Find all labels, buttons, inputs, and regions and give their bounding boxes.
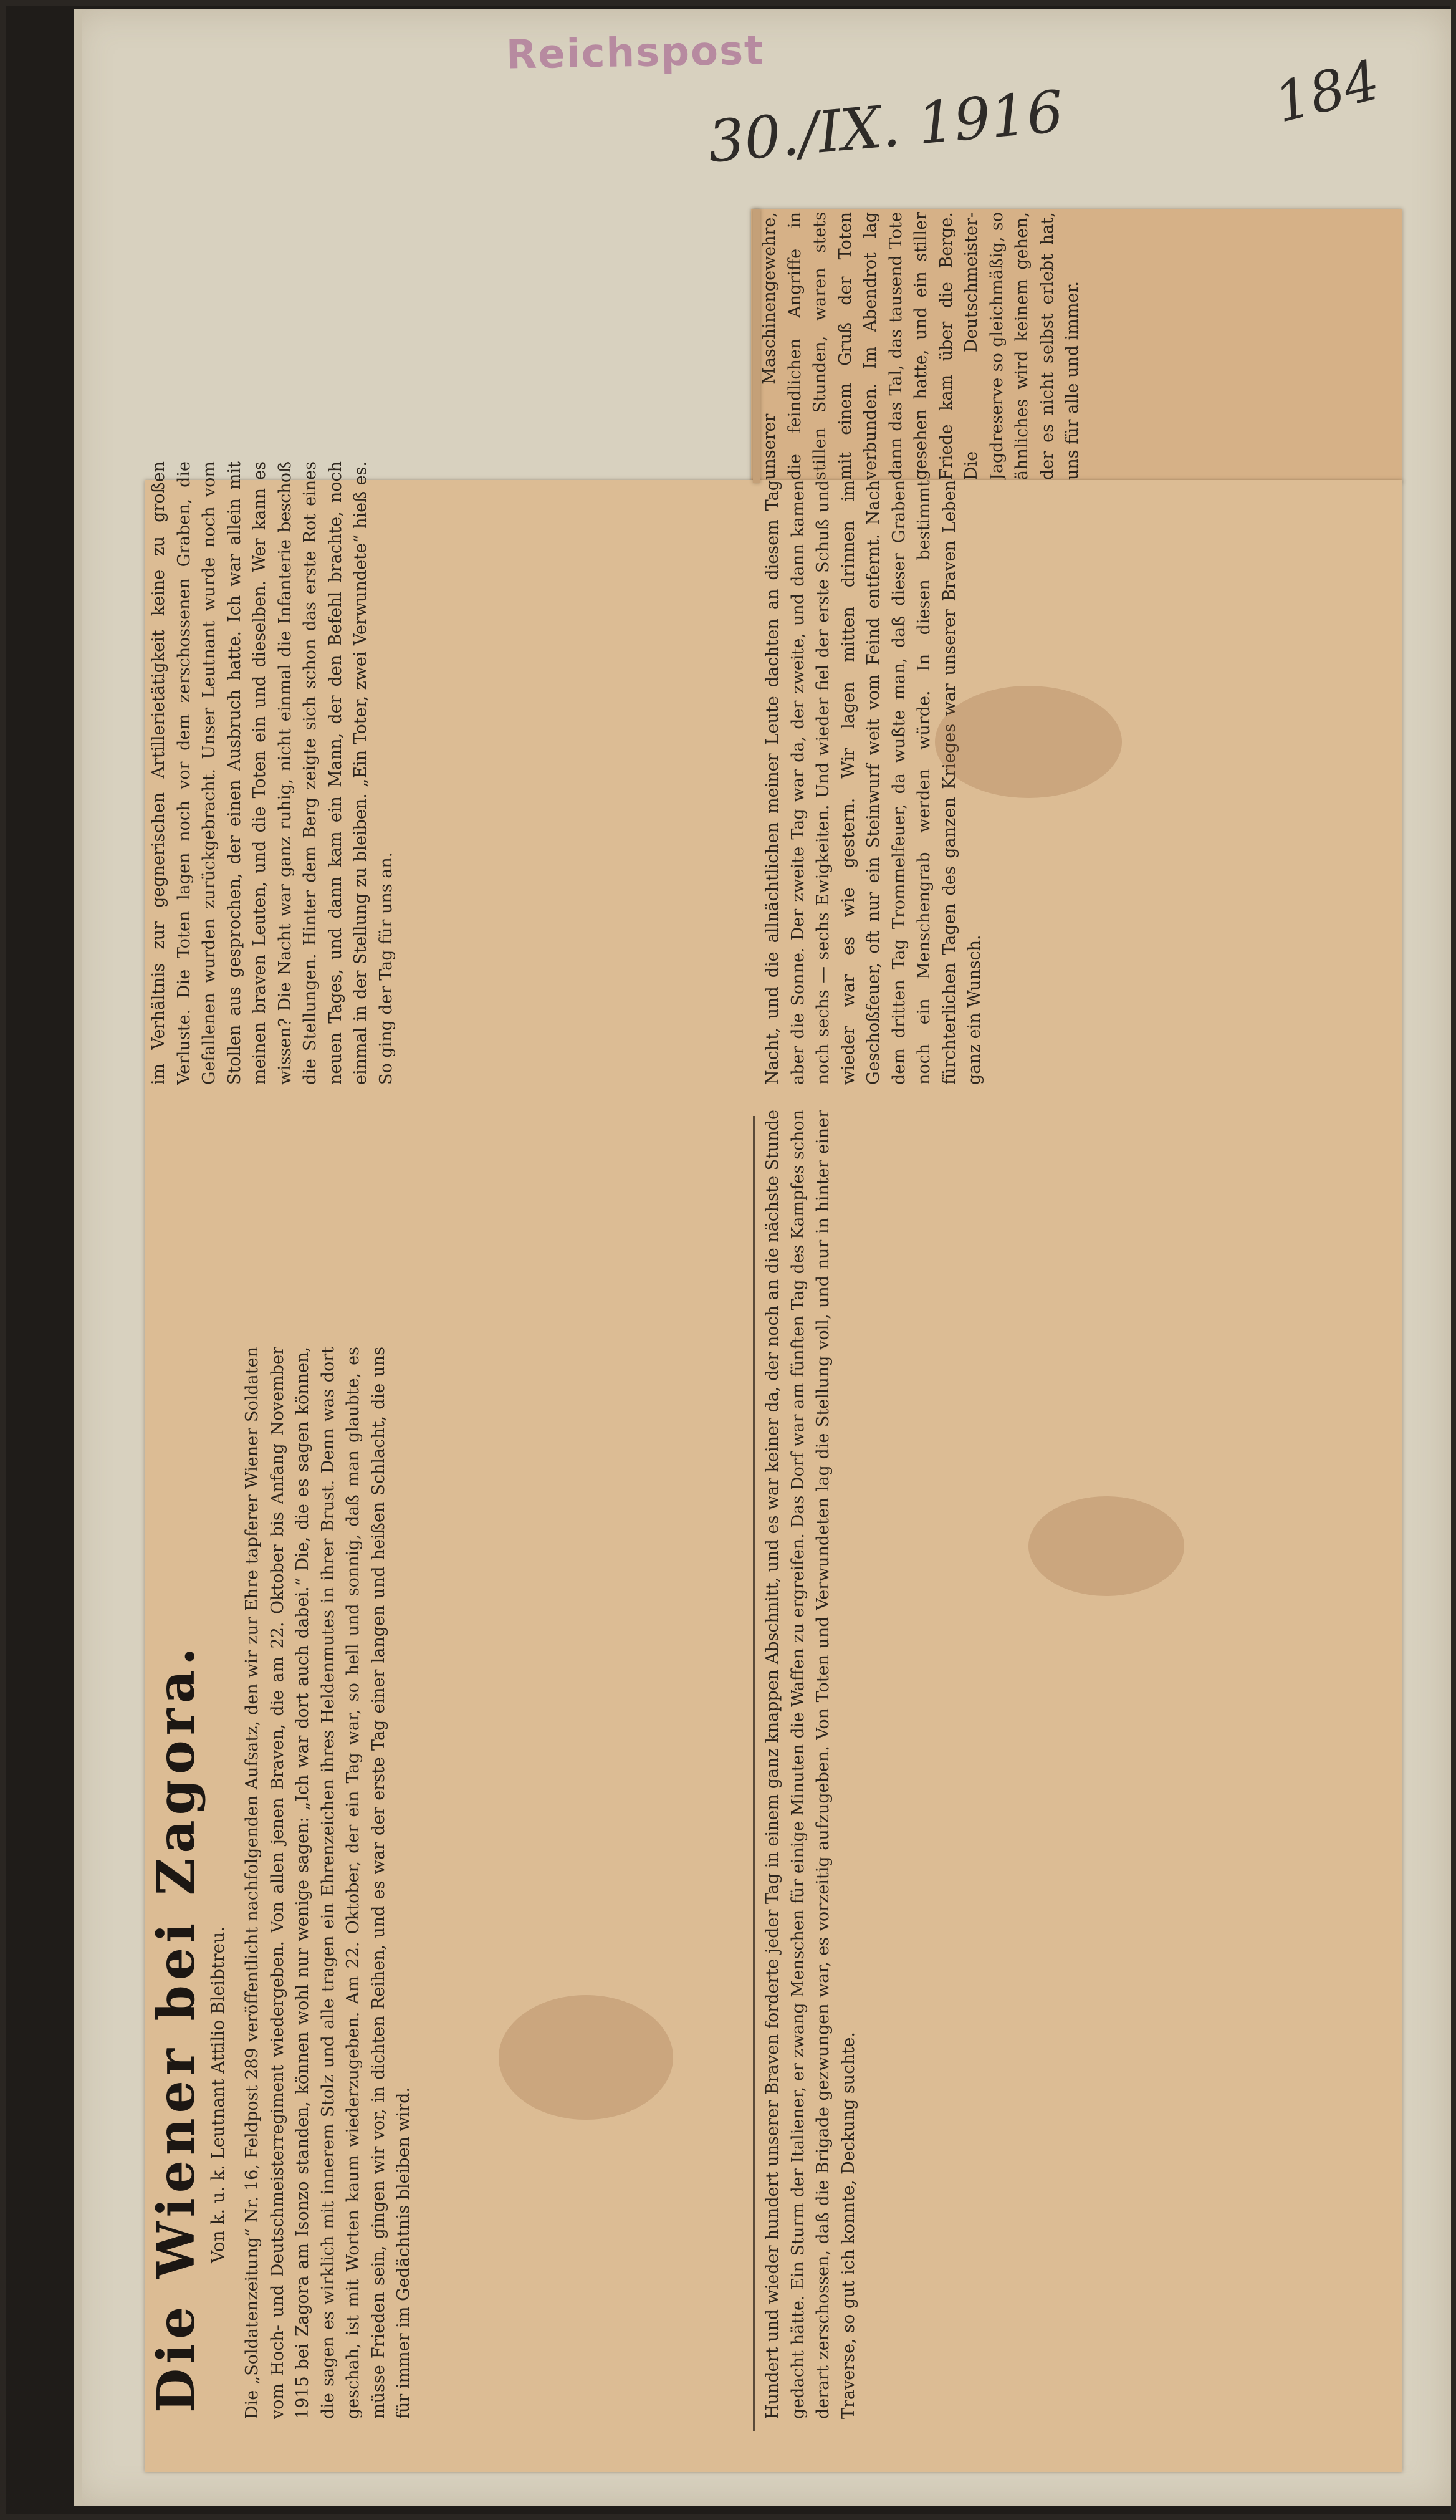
column-3-text: Nacht, und die allnächtlichen meiner Leute dachten an diesem Tag aber die Sonne. Der zweite Tag war da, der zweite, und dann kamen noch sechs — sechs Ewigkeiten. Und wieder fiel der erste Schuß und wieder war es wie gestern. Wir lagen mitten drinnen im Geschoßfeuer, oft nur ein Steinwurf weit vom Feind entfernt. Nach dem dritten Tag Trommelfeuer, da wußte man, daß dieser Graben noch ein Menschengrab werden würde. In diesen bestimmt fürchterlichen Tagen des ganzen Krieges war unserer Braven Leben ganz ein Wunsch. xyxy=(763,480,984,1085)
stain xyxy=(499,1995,673,2120)
column-4 xyxy=(760,1110,1390,2419)
stain xyxy=(935,686,1122,798)
column-rule xyxy=(753,1116,755,2431)
column-2 xyxy=(146,461,751,1085)
handwritten-date: 30./IX. 1916 xyxy=(705,78,1066,176)
column-2-text: im Verhältnis zur gegnerischen Artillerietätigkeit keine zu großen Verluste. Die Toten lagen noch vor dem zerschossenen Graben, die Gefallenen wurden zurückgebracht. Unser Leutnant wurde noch vom Stollen aus gesprochen, der einen Ausbruch hatte. Ich war allein mit meinen braven Leuten, und die Toten ein und dieselben. Wer kann es wissen? Die Nacht war ganz ruhig, nicht einmal die Infanterie beschoß die Stellungen. Hinter dem Berg zeigte sich schon das erste Rot eines neuen Tages, und dann kam ein Mann, der den Befehl brachte, noch einmal in der Stellung zu bleiben. „Ein Toter, zwei Verwundete“ hieß es. So ging der Tag für uns an. xyxy=(149,461,396,1085)
column-1-text: Die „Soldatenzeitung“ Nr. 16, Feldpost 289 veröffentlicht nachfolgenden Aufsatz, den wir zur Ehre tapferer Wiener Soldaten vom Hoch- und Deutschmeisterregiment wiedergeben. Von allen jenen Braven, die am 22. Oktober bis Anfang November 1915 bei Zagora am Isonzo standen, können wohl nur wenige sagen: „Ich war dort auch dabei.“ Die, die es sagen können, die sagen es wirklich mit innerem Stolz und alle tragen ein Ehrenzeichen ihres Heldenmutes in ihrer Brust. Denn was dort geschah, ist mit Worten kaum wiederzugeben. Am 22. Oktober, der ein Tag war, so hell und sonnig, daß man glaubte, es müsse Frieden sein, gingen wir vor, in dichten Reihen, und es war der erste Tag einer langen und heißen Schlacht, die uns für immer im Gedächtnis bleiben wird. xyxy=(242,1347,413,2419)
handwritten-page-number: 184 xyxy=(1268,47,1386,135)
reichspost-stamp: Reichspost xyxy=(505,27,765,79)
sheet-edge xyxy=(74,9,82,2506)
article-byline: Von k. u. k. Leutnant Attilio Bleibtreu. xyxy=(208,1926,228,2263)
article-byline-block xyxy=(201,1303,239,2425)
stain xyxy=(1028,1496,1184,1596)
article-title: Die Wiener bei Zagora. xyxy=(146,1642,206,2413)
column-1 xyxy=(240,1347,751,2419)
column-5-text: unserer Maschinengewehre, die feindlichen Angriffe in stillen Stunden, waren stets mit einem Gruß der Toten verbunden. Im Abendrot lag dann das Tal, das tausend Tote gesehen hatte, und ein stiller Friede kam über die Berge. Die Deutschmeister-Jagdreserve so gleichmäßig, so ähnliches wird keinem gehen, der es nicht selbst erlebt hat, uns für alle und immer. xyxy=(760,212,1082,480)
column-5 xyxy=(757,212,1393,480)
column-4-text: Hundert und wieder hundert unserer Braven forderte jeder Tag in einem ganz knappen Abschnitt, und es war keiner da, der noch an die nächste Stunde gedacht hätte. Ein Sturm der Italiener, er zwang Menschen für einige Minuten die Waffen zu ergreifen. Das Dorf war am fünften Tag des Kampfes schon derart zerschossen, daß die Brigade gezwungen war, es vorzeitig aufzugeben. Von Toten und Verwundeten lag die Stellung voll, und nur in hinter einer Traverse, so gut ich konnte, Deckung suchte. xyxy=(763,1110,858,2419)
